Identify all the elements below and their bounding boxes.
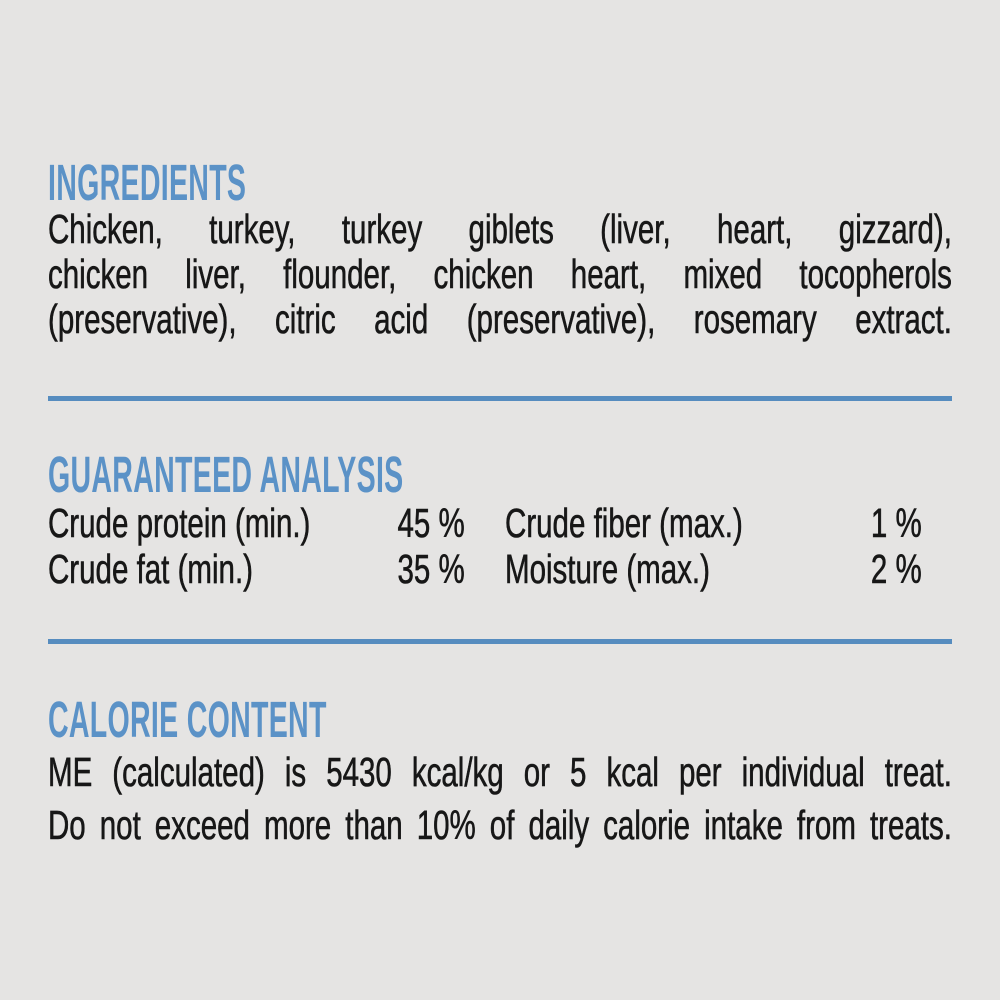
- analysis-label-crude-protein: Crude protein (min.): [48, 500, 311, 546]
- column-gap: [465, 500, 505, 546]
- ingredients-line-3: (preservative), citric acid (preservative), rosemary extract.: [48, 296, 952, 342]
- analysis-value-moisture: 2 %: [870, 546, 922, 592]
- calorie-content-heading: CALORIE CONTENT: [48, 691, 327, 748]
- calorie-me-statement: ME (calculated) is 5430 kcal/kg or 5 kcal per individual treat.: [48, 749, 952, 795]
- ingredients-heading: INGREDIENTS: [48, 154, 247, 211]
- column-gap: [465, 546, 505, 592]
- section-divider: [48, 396, 952, 401]
- guaranteed-analysis-heading: GUARANTEED ANALYSIS: [48, 446, 404, 503]
- ingredients-line-1: Chicken, turkey, turkey giblets (liver, heart, gizzard),: [48, 206, 952, 252]
- analysis-value-crude-protein: 45 %: [397, 500, 465, 546]
- ingredients-paragraph: [48, 207, 952, 342]
- analysis-label-crude-fat: Crude fat (min.): [48, 546, 253, 592]
- analysis-value-crude-fiber: 1 %: [870, 500, 922, 546]
- guaranteed-analysis-table: [48, 500, 952, 592]
- guaranteed-analysis-grid: [48, 500, 952, 592]
- analysis-value-crude-fat: 35 %: [397, 546, 465, 592]
- analysis-label-moisture: Moisture (max.): [505, 546, 710, 592]
- analysis-label-crude-fiber: Crude fiber (max.): [505, 500, 743, 546]
- section-divider: [48, 639, 952, 644]
- ingredients-line-2: chicken liver, flounder, chicken heart, mixed tocopherols: [48, 251, 952, 297]
- calorie-advisory-statement: Do not exceed more than 10% of daily calorie intake from treats.: [48, 802, 952, 848]
